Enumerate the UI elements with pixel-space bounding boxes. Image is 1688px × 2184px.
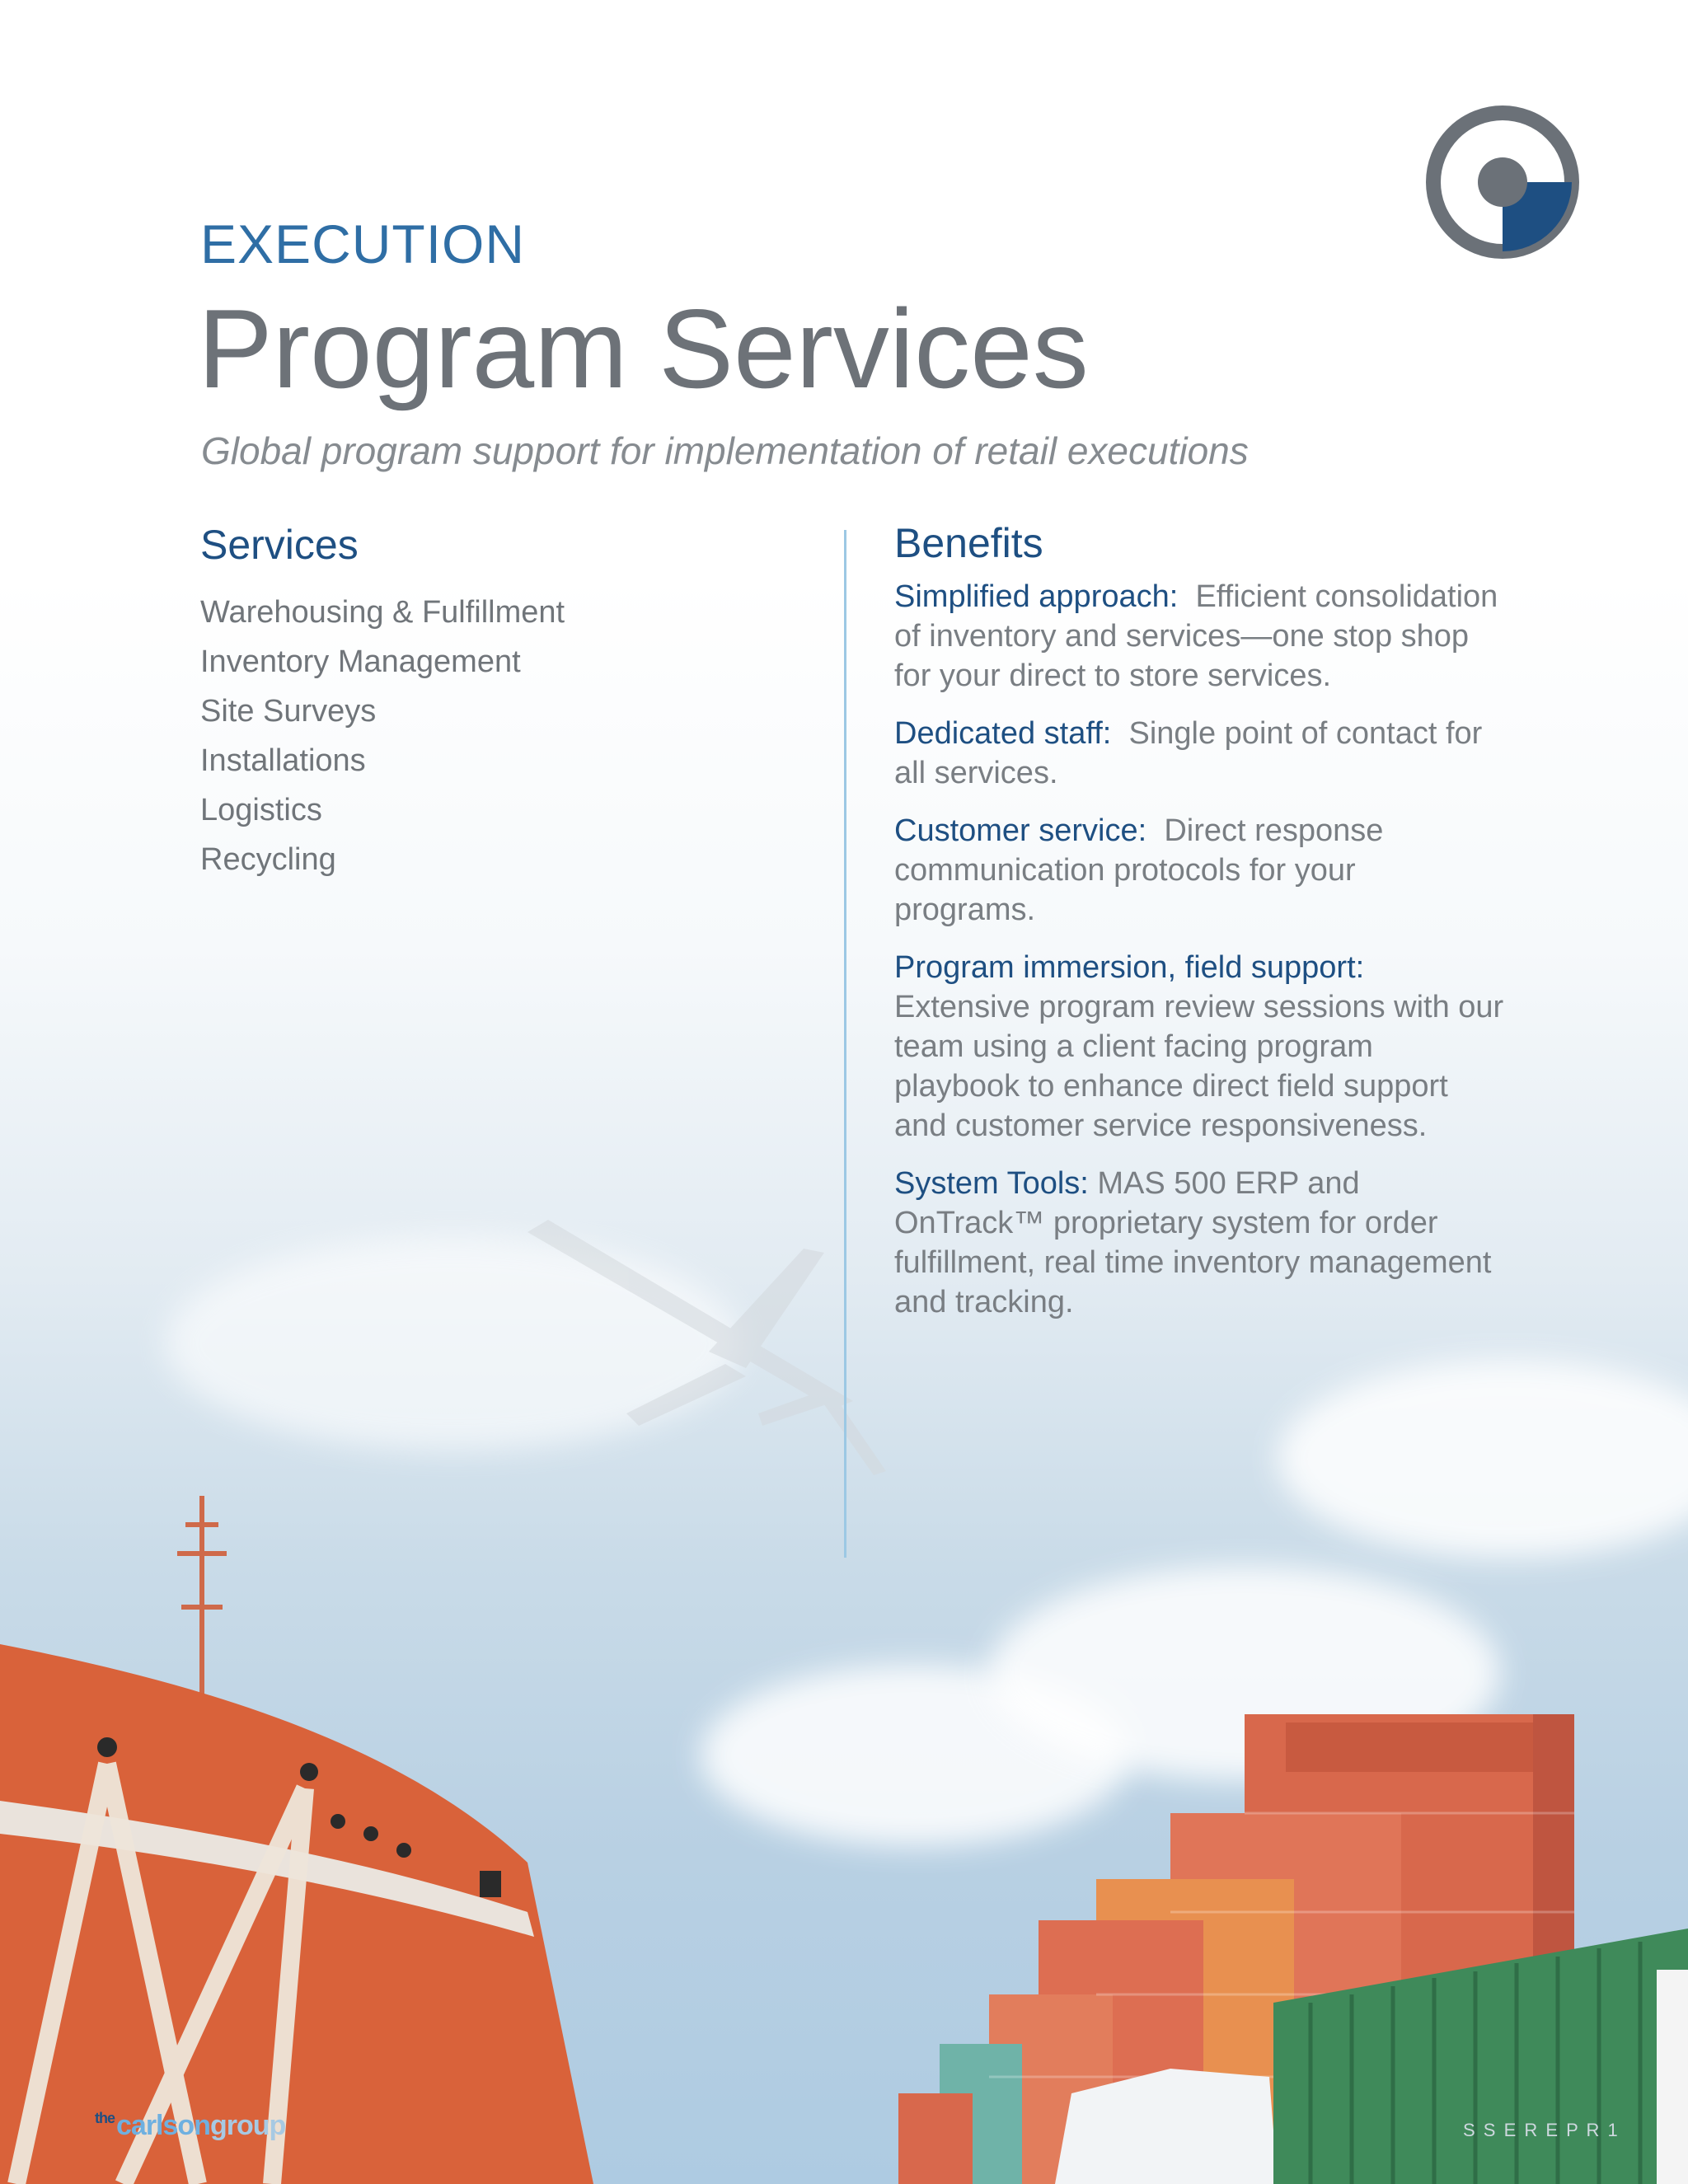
benefit-item	[894, 811, 1504, 930]
footer-brand-logo	[95, 2110, 285, 2142]
services-heading: Services	[200, 522, 359, 568]
page-title: Program Services	[198, 286, 1089, 411]
section-eyebrow: EXECUTION	[200, 213, 526, 274]
benefit-text: Single point of contact for all services.	[894, 716, 1483, 790]
list-item: Warehousing & Fulfillment	[200, 595, 565, 630]
benefit-item	[894, 1164, 1504, 1322]
benefits-list	[894, 577, 1504, 1340]
brand-group: group	[209, 2110, 286, 2141]
container-door	[1657, 1970, 1688, 2184]
ship-mast	[177, 1496, 227, 1698]
benefits-heading: Benefits	[894, 520, 1043, 566]
footer-code: S S E R E P R 1	[1463, 2120, 1620, 2140]
benefit-item	[894, 948, 1504, 1146]
page-subtitle: Global program support for implementation of retail executions	[201, 429, 1249, 472]
list-item: Site Surveys	[200, 694, 377, 729]
benefit-text: Extensive program review sessions with our team using a client facing program playbook to enhance direct field support and customer service responsiveness.	[894, 990, 1504, 1143]
benefit-label: System Tools:	[894, 1166, 1089, 1201]
benefit-item	[894, 577, 1504, 696]
benefit-label: Dedicated staff:	[894, 716, 1112, 751]
list-item: Logistics	[200, 793, 322, 827]
brand-carlson: carlson	[116, 2110, 210, 2141]
column-divider	[844, 530, 846, 1558]
list-item: Recycling	[200, 842, 336, 877]
benefit-text: MAS 500 ERP and OnTrack™ proprietary system for order fulfillment, real time inventory management and tracking.	[894, 1166, 1492, 1319]
benefit-item	[894, 714, 1504, 793]
list-item: Inventory Management	[200, 644, 521, 679]
services-list	[200, 589, 565, 886]
list-item: Installations	[200, 743, 366, 778]
benefit-label: Simplified approach:	[894, 579, 1179, 614]
benefit-text: Direct response communication protocols for your programs.	[894, 813, 1384, 927]
airplane-icon	[528, 1220, 886, 1475]
circle-logo-icon	[1426, 105, 1579, 259]
benefit-label: Customer service:	[894, 813, 1147, 848]
benefit-label: Program immersion, field support:	[894, 950, 1365, 985]
brand-the: the	[95, 2110, 115, 2126]
benefit-text: Efficient consolidation of inventory and services—one stop shop for your direct to store services.	[894, 579, 1498, 693]
